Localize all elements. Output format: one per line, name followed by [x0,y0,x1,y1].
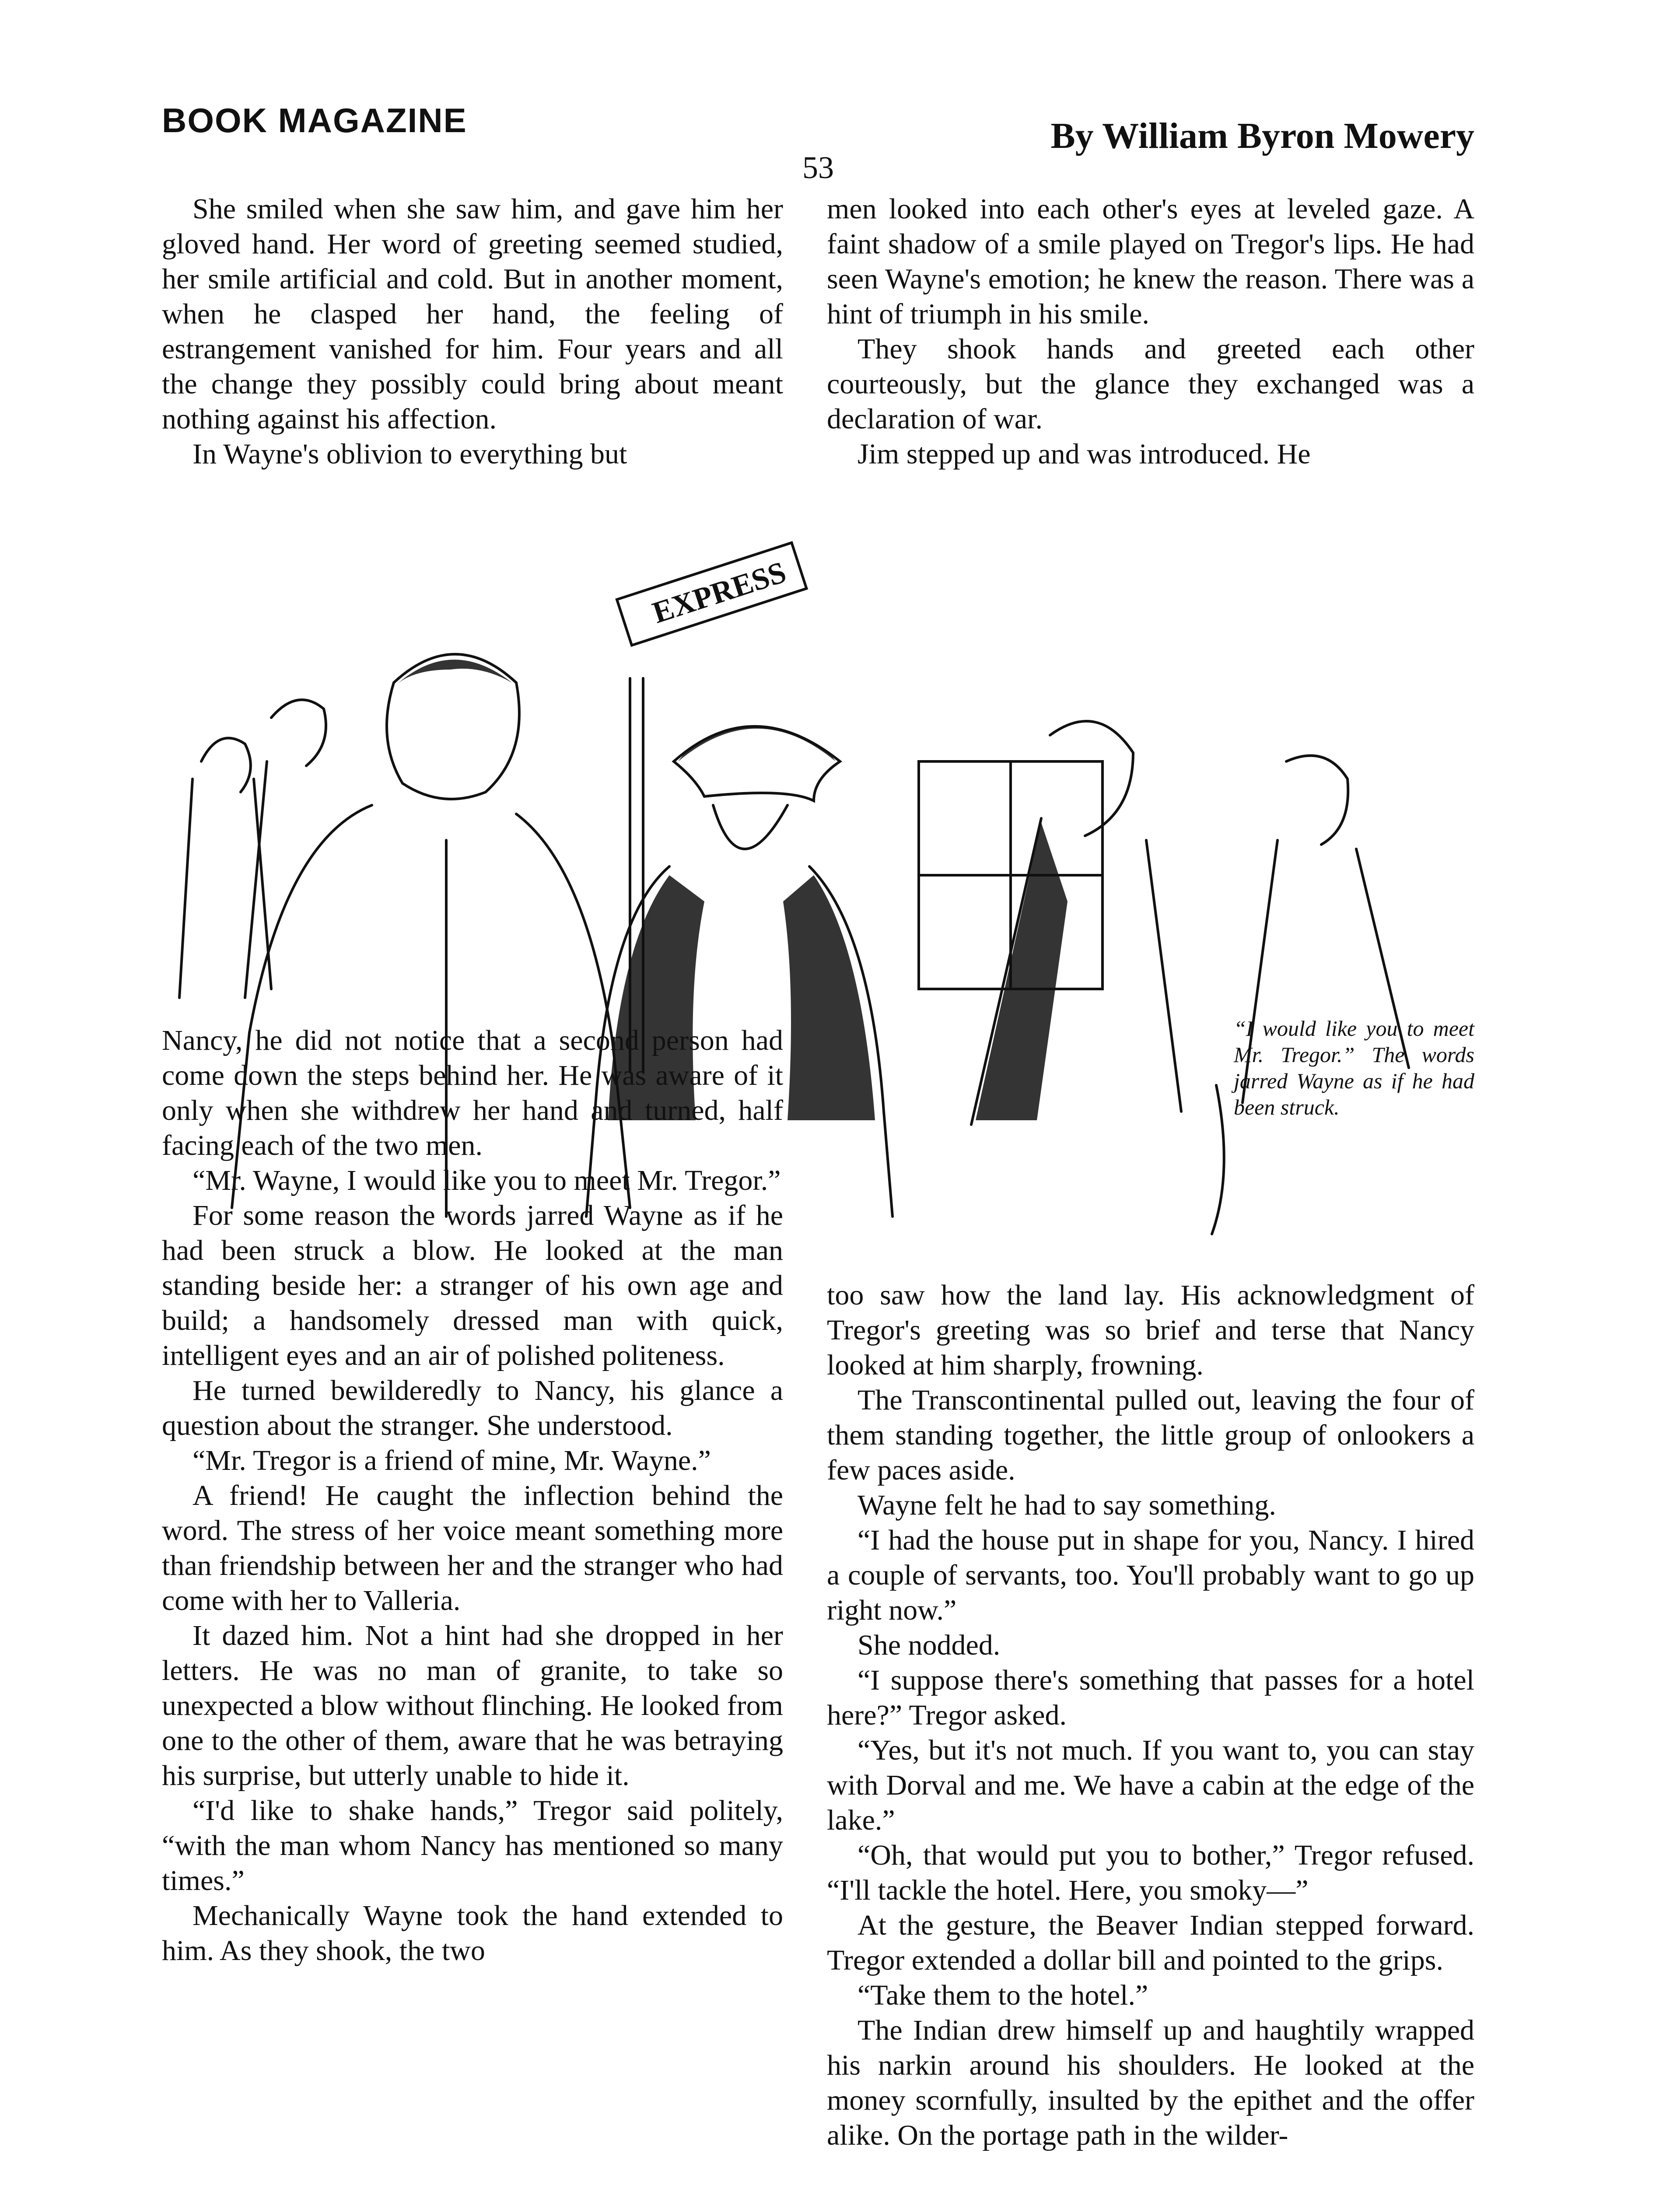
paragraph: “I suppose there's something that passes for a hotel here?” Tregor asked. [827,1664,1474,1731]
paragraph: The Transcontinental pulled out, leaving the four of them standing together, the little group of onlookers a few paces aside. [827,1384,1474,1486]
paragraph: They shook hands and greeted each other courteously, but the glance they exchanged was a declaration of war. [827,333,1474,435]
paragraph: The Indian drew himself up and haughtily wrapped his narkin around his shoulders. He looked at the money scornfully, insulted by the epithet and the offer alike. On the portage path in the wilder- [827,2014,1474,2151]
paragraph: At the gesture, the Beaver Indian stepped forward. Tregor extended a dollar bill and pointed to the grips. [827,1909,1474,1976]
express-sign-text: EXPRESS [648,555,790,630]
paragraph: “Yes, but it's not much. If you want to, you can stay with Dorval and me. We have a cabin at the edge of the lake.” [827,1734,1474,1836]
paragraph: “I'd like to shake hands,” Tregor said politely, “with the man whom Nancy has mentioned so many times.” [162,1795,783,1897]
page-number: 53 [802,150,834,185]
publication-title: BOOK MAGAZINE [162,101,467,140]
paragraph: “I had the house put in shape for you, Nancy. I hired a couple of servants, too. You'll probably want to go up right now.” [827,1524,1474,1626]
paragraph: “Mr. Wayne, I would like you to meet Mr. Tregor.” [192,1164,781,1196]
author-byline: By William Byron Mowery [1050,116,1474,156]
column-left-bottom [162,1023,783,1968]
paragraph: She smiled when she saw him, and gave him her gloved hand. Her word of greeting seemed studied, her smile artificial and cold. But in another moment, when he clasped her hand, the feeling of estrangement vanished for him. Four years and all the change they possibly could bring about meant nothing against his affection. [162,193,783,435]
paragraph: Mechanically Wayne took the hand extended to him. As they shook, the two [162,1900,783,1967]
column-right-top [827,192,1474,472]
paragraph: men looked into each other's eyes at leveled gaze. A faint shadow of a smile played on Tregor's lips. He had seen Wayne's emotion; he knew the reason. There was a hint of triumph in his smile. [827,193,1474,330]
paragraph: Jim stepped up and was introduced. He [858,438,1311,470]
paragraph: A friend! He caught the inflection behind the word. The stress of her voice meant something more than friendship between her and the stranger who had come with her to Valleria. [162,1480,783,1616]
paragraph: It dazed him. Not a hint had she dropped in her letters. He was no man of granite, to take so unexpected a blow without flinching. He looked from one to the other of them, aware that he was betraying his surprise, but utterly unable to hide it. [162,1620,783,1792]
column-right-bottom [827,1278,1474,2153]
paragraph: For some reason the words jarred Wayne as if he had been struck a blow. He looked at the man standing beside her: a stranger of his own age and build; a handsomely dressed man with quick, intelligent eyes and an air of polished politeness. [162,1199,783,1371]
paragraph: Wayne felt he had to say something. [858,1489,1276,1521]
column-left-top [162,192,783,472]
paragraph: She nodded. [858,1629,1001,1661]
illustration-caption: “I would like you to meet Mr. Tregor.” The words jarred Wayne as if he had been struck. [1234,1016,1474,1119]
paragraph: too saw how the land lay. His acknowledgment of Tregor's greeting was so brief and terse that Nancy looked at him sharply, frowning. [827,1279,1474,1381]
paragraph: In Wayne's oblivion to everything but [192,438,627,470]
paragraph: “Oh, that would put you to bother,” Tregor refused. “I'll tackle the hotel. Here, you smoky—” [827,1839,1474,1906]
paragraph: Nancy, he did not notice that a second person had come down the steps behind her. He was aware of it only when she withdrew her hand and turned, half facing each of the two men. [162,1024,783,1161]
paragraph: “Mr. Tregor is a friend of mine, Mr. Wayne.” [192,1445,711,1476]
paragraph: He turned bewilderedly to Nancy, his glance a question about the stranger. She understood. [162,1375,783,1441]
paragraph: “Take them to the hotel.” [858,1979,1148,2011]
